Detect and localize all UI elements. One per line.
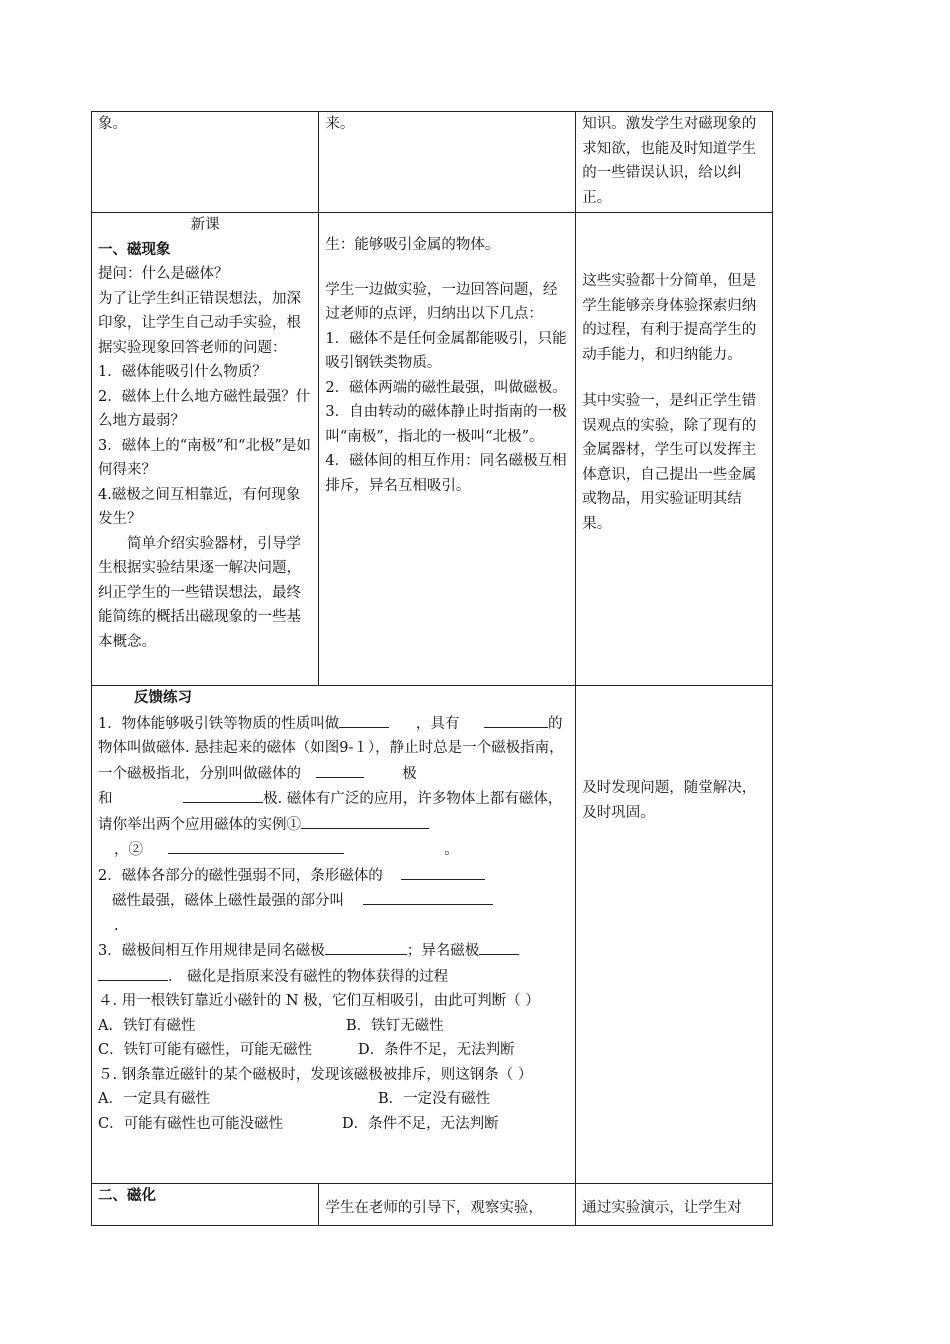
section-title: 一、磁现象: [98, 240, 171, 258]
option-b[interactable]: B．一定没有磁性: [378, 1091, 491, 1107]
exercise-question-2: [98, 863, 569, 939]
point-item: 1．磁体不是任何金属都能吸引，只能吸引钢铁类物质。: [325, 330, 567, 371]
exercise-question-3: [98, 938, 569, 989]
answer-blank[interactable]: [168, 837, 344, 854]
answer-blank[interactable]: [316, 761, 364, 778]
option-c[interactable]: C．可能有磁性也可能没磁性: [98, 1115, 284, 1132]
question-text: ），静止时总是一个磁极指南，一个磁极指北，分别叫做磁体的: [98, 740, 564, 782]
question-text: 和: [98, 791, 113, 807]
summary-text: 简单介绍实验器材，引导学生根据实验结果逐一解决问题，纠正学生的一些错误想法，最终能简练的概括出磁现象的一些基本概念。: [98, 535, 301, 650]
section-title: 二、磁化: [98, 1187, 156, 1204]
exercise-cell: [92, 686, 576, 1184]
question-text: .: [114, 917, 119, 934]
question-text: 2．磁体各部分的磁性强弱不同，条形磁体的: [98, 867, 383, 884]
answer-blank[interactable]: [479, 938, 519, 955]
cell-text: 通过实验演示，让学生对: [582, 1200, 742, 1216]
student-activity-cell: [319, 213, 576, 686]
answer-blank[interactable]: [518, 711, 548, 728]
question-text: 3．磁极间相互作用规律是同名磁极: [98, 943, 325, 959]
options-row: [98, 1112, 569, 1137]
new-lesson-label: 新课: [190, 217, 220, 233]
design-intent-cell: [576, 112, 773, 213]
exercise-question-4: ４. 用一根铁钉靠近小磁针的 N 极，它们互相吸引，由此可判断（ ）: [98, 993, 540, 1009]
table-row: [92, 1184, 773, 1226]
exercise-question-5: ５. 钢条靠近磁针的某个磁极时，发现该磁极被排斥，则这钢条（ ）: [98, 1066, 533, 1083]
purpose-text: 其中实验一，是纠正学生错误观点的实验，除了现有的金属器材，学生可以发挥主体意识，自己提出一些金属或物品，用实验证明其结果。: [582, 393, 757, 532]
question-text: 极. 磁体有广泛的应用，许多物体上都有磁体，请你举出两个应用磁体的实例①: [98, 791, 563, 833]
lesson-plan-table: [91, 111, 773, 1226]
question-item: 2．磁体上什么地方磁性最强？什么地方最弱？: [98, 388, 311, 429]
options-row: [98, 1087, 569, 1112]
student-process: 学生一边做实验，一边回答问题，经过老师的点评，归纳出以下几点：: [325, 281, 558, 322]
option-a[interactable]: A．一定具有磁性: [98, 1091, 210, 1107]
question-text: ，②: [114, 842, 143, 858]
options-row: [98, 1038, 569, 1063]
point-item: 2．磁体两端的磁性最强，叫做磁极。: [325, 379, 567, 396]
option-a[interactable]: A．铁钉有磁性: [98, 1017, 196, 1034]
answer-blank[interactable]: [401, 863, 485, 880]
question-text: 极: [402, 765, 417, 782]
answer-blank[interactable]: [339, 711, 389, 728]
option-c[interactable]: C．铁钉可能有磁性，可能无磁性: [98, 1042, 313, 1058]
answer-blank[interactable]: [363, 888, 493, 905]
question-item: 1．磁体能吸引什么物质？: [98, 364, 267, 380]
question-text: 1．物体能够吸引铁等物质的性质叫做: [98, 715, 340, 732]
exercise-question-1: [98, 711, 569, 863]
question-text: 。: [444, 842, 459, 858]
figure-ref: 9-１: [339, 740, 368, 756]
student-answer: 生：能够吸引金属的物体。: [325, 237, 500, 253]
design-intent-cell: [576, 686, 773, 1184]
purpose-text: 这些实验都十分简单，但是学生能够亲身体验探索归纳的过程，有利于提高学生的动手能力，和归纳能力。: [582, 273, 757, 363]
design-intent-cell: [576, 213, 773, 686]
student-activity-cell: [319, 1184, 576, 1226]
answer-blank[interactable]: [183, 786, 263, 803]
table-row: [92, 112, 773, 213]
cell-text: 象。: [98, 116, 127, 132]
student-activity-cell: [319, 112, 576, 213]
question-text: 磁性最强，磁体上磁性最强的部分叫: [112, 893, 344, 909]
question-text: 的物体叫做磁体. 悬挂起来的磁体（如图: [98, 715, 563, 756]
table-row: [92, 686, 773, 1184]
option-d[interactable]: D．条件不足，无法判断: [358, 1042, 515, 1058]
answer-blank[interactable]: [301, 812, 429, 829]
question-text: ，具有: [415, 715, 460, 732]
point-item: 3．自由转动的磁体静止时指南的一极叫“南极”，指北的一极叫“北极”。: [325, 404, 567, 445]
options-row: [98, 1014, 569, 1039]
teacher-activity-cell: [92, 213, 319, 686]
question-text: 提问：什么是磁体？: [98, 266, 229, 282]
table-row: [92, 213, 773, 686]
teacher-activity-cell: [92, 1184, 319, 1226]
question-item: 4.磁极之间互相靠近，有何现象发生？: [98, 486, 301, 527]
design-intent-cell: [576, 1184, 773, 1226]
point-item: 4．磁体间的相互作用：同名磁极互相排斥，异名互相吸引。: [325, 453, 567, 494]
exercise-title: 反馈练习: [134, 689, 192, 706]
question-item: 3．磁体上的“南极”和“北极”是如何得来？: [98, 437, 311, 478]
cell-text: 知识。激发学生对磁现象的求知欲，也能及时知道学生的一些错误认识，给以纠正。: [582, 116, 757, 206]
question-text: ． 磁化是指原来没有磁性的物体获得的过程: [168, 968, 449, 985]
option-b[interactable]: B．铁钉无磁性: [346, 1017, 444, 1034]
answer-blank[interactable]: [98, 964, 168, 981]
answer-blank[interactable]: [325, 938, 407, 955]
cell-text: 学生在老师的引导下，观察实验，: [325, 1200, 543, 1216]
option-d[interactable]: D．条件不足，无法判断: [342, 1115, 499, 1132]
teacher-activity-cell: [92, 112, 319, 213]
cell-text: 来。: [325, 116, 355, 132]
question-text: ；异名磁极: [406, 943, 480, 959]
answer-blank[interactable]: [484, 711, 518, 728]
purpose-text: 及时发现问题，随堂解决，及时巩固。: [582, 780, 757, 821]
intro-text: 为了让学生纠正错误想法，加深印象，让学生自己动手实验，根据实验现象回答老师的问题：: [98, 290, 301, 356]
